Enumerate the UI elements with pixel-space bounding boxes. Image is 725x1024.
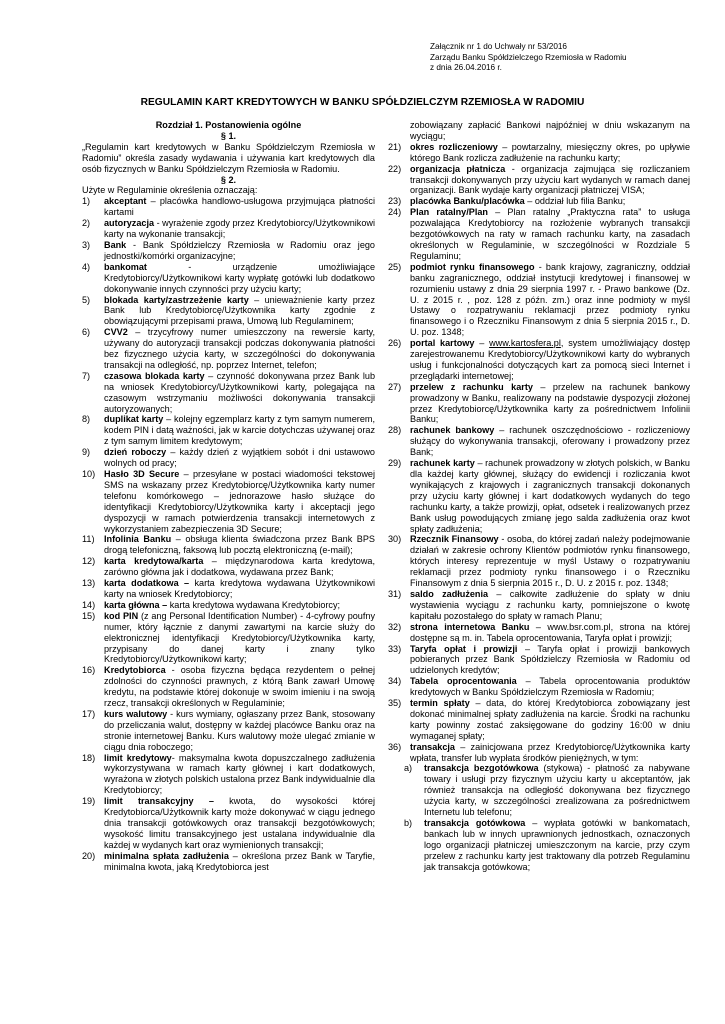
definition-number: 2) xyxy=(82,218,91,229)
definition-item xyxy=(82,218,375,240)
definition-continuation xyxy=(388,120,690,142)
definition-term: rachunek bankowy xyxy=(410,425,495,436)
definition-body: duplikat karty – kolejny egzemplarz karty z tym samym numerem, kodem PIN i datą ważności, jak w karcie dotychczas używanej oraz z tym samym limitem kredytowym; xyxy=(104,414,375,447)
definition-number: 15) xyxy=(82,610,96,621)
definition-number: 8) xyxy=(82,414,91,425)
definition-item xyxy=(388,622,690,644)
definition-item xyxy=(388,207,690,262)
definition-item xyxy=(82,753,375,797)
definition-item xyxy=(388,676,690,698)
document-title: REGULAMIN KART KREDYTOWYCH W BANKU SPÓŁDZIELCZYM RZEMIOSŁA W RADOMIU xyxy=(140,97,585,108)
definition-body: transakcja bezgotówkowa (stykowa) - płatność za nabywane towary i usługi przy fizycznym użyciu karty u akceptantów, jak również transakcja na odległość dokonywana bez fizycznego użycia karty, w szczególności zrealizowana za pośrednictwem Internetu lub telefonu; xyxy=(424,763,690,818)
definition-item xyxy=(388,698,690,742)
definition-item xyxy=(82,262,375,295)
definition-body: saldo zadłużenia – całkowite zadłużenie do spłaty w dniu wystawienia wyciągu z rachunku karty, pomniejszone o kwotę kapitału pozostałego do spłaty w ramach Planu; xyxy=(410,588,690,621)
definition-body: kurs walutowy - kurs wymiany, ogłaszany przez Bank, stosowany do przeliczania walut, dostępny w każdej placówce Banku oraz na stronie internetowej Banku. Kurs walutowy może ulegać zmianie w ciągu dnia roboczego; xyxy=(104,708,375,752)
definition-item xyxy=(82,371,375,415)
attachment-note-line: Załącznik nr 1 do Uchwały nr 53/2016 xyxy=(430,42,567,51)
definition-number: 18) xyxy=(82,752,96,763)
definition-body: karta główna – karta kredytowa wydawana Kredytobiorcy; xyxy=(104,599,341,610)
definition-term: termin spłaty xyxy=(410,698,470,709)
attachment-note-line: Zarządu Banku Spółdzielczego Rzemiosła w Radomiu xyxy=(430,52,627,62)
section-2-intro: Użyte w Regulaminie określenia oznaczają: xyxy=(82,185,258,196)
definition-term: Rzecznik Finansowy xyxy=(410,534,499,545)
definition-number: 29) xyxy=(388,458,402,469)
definition-number: 21) xyxy=(388,141,402,152)
definition-term: Plan ratalny/Plan xyxy=(410,207,488,218)
definition-body: Kredytobiorca - osoba fizyczna będąca rezydentem o pełnej zdolności do czynności prawnych, z którą Bank zawarł Umowę kredytu, na podstawie której dokonuje w swoim imieniu i na swoją rzecz, transakcji określonych w Regulaminie; xyxy=(104,665,375,709)
right-column xyxy=(388,120,690,873)
definition-term: przelew z rachunku karty xyxy=(410,381,533,392)
definition-term: Taryfa opłat i prowizji xyxy=(410,643,518,654)
definition-body: Infolinia Banku – obsługa klienta świadczona przez Bank BPS drogą telefoniczną, faksową lub pocztą elektroniczną (e-mail); xyxy=(104,534,375,556)
definition-term: organizacja płatnicza xyxy=(410,163,506,174)
definition-item xyxy=(82,295,375,328)
definition-number: 3) xyxy=(82,239,91,250)
definition-item xyxy=(388,142,690,164)
definition-item xyxy=(82,469,375,534)
definition-body: Hasło 3D Secure – przesyłane w postaci wiadomości tekstowej SMS na wskazany przez Kredytobiorcę/Użytkownika karty numer telefonu komórkowego – jednorazowe hasło służące do identyfikacji Kredytobiorcy/Użytkownika karty i akceptacji jego dyspozycji w ramach potwierdzenia transakcji internetowych z wykorzystaniem zabezpieczenia 3D Secure; xyxy=(104,469,375,534)
definition-number: 33) xyxy=(388,643,402,654)
definition-item xyxy=(388,338,690,382)
definition-body: Plan ratalny/Plan – Plan ratalny „Praktyczna rata” to usługa pozwalająca Kredytobiorcy na rozłożenie wybranych transakcji bezgotówkowych na raty w ramach rachunku karty, na zasadach określonych w Regulaminie, w szczególności w Rozdziale 5 Regulaminu; xyxy=(410,207,690,261)
definition-list-left xyxy=(82,196,375,872)
chapter-heading: Rozdział 1. Postanowienia ogólne xyxy=(155,120,302,130)
attachment-note xyxy=(430,42,627,74)
definition-body: termin spłaty – data, do której Kredytobiorca zobowiązany jest dokonać minimalnej spłaty zadłużenia na karcie. Środki na rachunku karty powinny zostać zaksięgowane do godziny 16:00 w dniu wymaganej spłaty; xyxy=(410,698,690,741)
definition-number: 19) xyxy=(82,796,96,807)
definition-body: akceptant – placówka handlowo-usługowa przyjmująca płatności kartami xyxy=(104,196,375,218)
definition-number: 5) xyxy=(82,294,91,305)
definition-term: rachunek karty xyxy=(410,458,475,469)
definition-body: strona internetowa Banku – www.bsr.com.pl, strona na której dostępne są m. in. Tabela oprocentowania, Taryfa opłat i prowizji; xyxy=(410,621,691,643)
definition-term: portal kartowy xyxy=(410,338,475,349)
definition-term: kurs walutowy xyxy=(104,708,168,719)
definition-item xyxy=(82,327,375,371)
definition-number: 34) xyxy=(388,676,402,687)
definition-term: okres rozliczeniowy xyxy=(410,141,498,152)
definition-number: 14) xyxy=(82,599,96,610)
definition-number: 25) xyxy=(388,261,402,272)
definition-body: Bank - Bank Spółdzielczy Rzemiosła w Radomiu oraz jego jednostki/komórki organizacyjne; xyxy=(104,239,375,261)
definition-body: transakcja – zainicjowana przez Kredytobiorcę/Użytkownika karty wpłata, transfer lub wypłata środków pieniężnych, w tym: xyxy=(410,741,690,763)
definition-term: limit kredytowy xyxy=(104,752,172,763)
definition-item xyxy=(82,851,375,873)
definition-item xyxy=(388,425,690,458)
definition-term: podmiot rynku finansowego xyxy=(410,261,535,272)
definition-term: saldo zadłużenia xyxy=(410,588,489,599)
portal-link[interactable]: www.kartosfera.pl xyxy=(489,338,561,349)
definition-item xyxy=(82,414,375,447)
definition-body: Rzecznik Finansowy - osoba, do której zadań należy podejmowanie działań w zakresie ochrony Klientów podmiotów rynku finansowego, których interesy reprezentuje w myśl Ustawy o rozpatrywaniu reklamacji przez podmioty rynku finansowego i o Rzeczniku Finansowym z dnia 5 sierpnia 2015 r., D. U. z 2015 r. poz. 1348; xyxy=(410,534,691,589)
definition-item xyxy=(388,742,690,764)
definition-item xyxy=(82,611,375,666)
definition-body: rachunek bankowy – rachunek oszczędnościowo - rozliczeniowy służący do wykonywania transakcji, oferowany i prowadzony przez Bank; xyxy=(410,425,690,458)
definition-term: czasowa blokada karty xyxy=(104,370,205,381)
definition-term: Hasło 3D Secure xyxy=(104,469,180,479)
definition-number: 32) xyxy=(388,621,402,632)
definition-item xyxy=(82,600,375,611)
definition-item xyxy=(404,818,690,873)
definition-body: kod PIN (z ang Personal Identification Number) - 4-cyfrowy poufny numer, który łącznie z danymi zawartymi na karcie służy do elektronicznej identyfikacji Kredytobiorcy/Użytkownika karty, przypisany do danej karty i znany tylko Kredytobiorcy/Użytkownikowi karty; xyxy=(104,610,375,665)
definition-body: autoryzacja - wyrażenie zgody przez Kredytobiorcy/Użytkownikowi karty na wykonanie transakcji; xyxy=(104,218,375,240)
definition-term: Tabela oprocentowania xyxy=(410,676,517,687)
definition-body: bankomat - urządzenie umożliwiające Kredytobiorcy/Użytkownikowi karty wypłatę gotówki lub dodatkowo dokonywanie innych czynności przy użyciu karty; xyxy=(104,261,375,294)
definition-item xyxy=(388,382,690,426)
definition-term: akceptant xyxy=(104,196,147,207)
definition-item xyxy=(388,534,690,589)
definition-number: 28) xyxy=(388,425,402,436)
definition-body: limit transakcyjny – kwota, do wysokości której Kredytobiorca/Użytkownik karty może dokonywać w ciągu jednego dnia transakcji gotówkowych oraz transakcji bezgotówkowych; wysokość limitu transakcyjnego jest ustalana indywidualnie dla każdej w wydanych kart oraz wymienionych transakcji; xyxy=(104,796,375,850)
definition-item xyxy=(82,240,375,262)
definition-item xyxy=(388,164,690,197)
definition-term: minimalna spłata zadłużenia xyxy=(104,850,229,861)
definition-number: 23) xyxy=(388,196,402,207)
definition-body: karta dodatkowa – karta kredytowa wydawana Użytkownikowi karty na wniosek Kredytobiorcy; xyxy=(104,578,375,599)
definition-number: 7) xyxy=(82,370,91,381)
section-1-text: „Regulamin kart kredytowych w Banku Spółdzielczym Rzemiosła w Radomiu” określa zasady wydawania i używania kart kredytowych dla osób fizycznych w Banku Spółdzielczym Rzemiosła w Radomiu. xyxy=(82,141,375,174)
definition-term: dzień roboczy xyxy=(104,447,167,458)
definition-number: a) xyxy=(404,763,413,774)
left-column xyxy=(82,120,375,873)
definition-number: 27) xyxy=(388,381,402,392)
definition-number: b) xyxy=(404,818,413,828)
definition-term: karta główna – xyxy=(104,599,168,610)
definition-term: Bank xyxy=(104,239,127,250)
definition-number: 35) xyxy=(388,698,402,709)
definition-body: karta kredytowa/karta – międzynarodowa karta kredytowa, zarówno główna jak i dodatkowa, wydawana przez Bank; xyxy=(104,556,375,578)
definition-item xyxy=(388,458,690,534)
definition-term: duplikat karty xyxy=(104,414,164,425)
definition-item xyxy=(82,447,375,469)
definition-term: Kredytobiorca xyxy=(104,665,166,676)
definition-number: 4) xyxy=(82,261,91,272)
definition-body: blokada karty/zastrzeżenie karty – unieważnienie karty przez Bank lub Kredytobiorcę/Użytkownika karty zgodnie z obowiązującymi przepisami prawa, Umową lub Regulaminem; xyxy=(104,294,375,327)
continuation-text: zobowiązany zapłacić Bankowi najpóźniej w dniu wskazanym na wyciągu; xyxy=(410,120,690,141)
definition-number: 11) xyxy=(82,534,95,545)
definition-number: 36) xyxy=(388,741,402,752)
definition-item xyxy=(82,196,375,218)
definition-term: limit transakcyjny – xyxy=(104,796,214,807)
definition-term: transakcja gotówkowa xyxy=(424,818,526,828)
definition-body: portal kartowy – www.kartosfera.pl, system umożliwiający dostęp zarejestrowanemu Kredytobiorcy/Użytkownikowi karty do wybranych usług i funkcjonalności dotyczących kart za pomocą sieci Internet i przeglądarki internetowej; xyxy=(410,338,690,381)
definition-item xyxy=(82,556,375,578)
definition-number: 31) xyxy=(388,588,402,599)
definition-number: 22) xyxy=(388,163,402,174)
definition-body: czasowa blokada karty – czynność dokonywana przez Bank lub na wniosek Kredytobiorcy/Użytkownikowi karty, polegająca na czasowym wstrzymaniu możliwości dokonywania transakcji autoryzowanych; xyxy=(104,370,376,414)
definition-number: 12) xyxy=(82,556,96,567)
definition-term: Infolinia Banku xyxy=(104,534,172,545)
definition-number: 24) xyxy=(388,207,402,218)
definition-body: dzień roboczy – każdy dzień z wyjątkiem sobót i dni ustawowo wolnych od pracy; xyxy=(104,447,375,469)
definition-term: karta kredytowa/karta xyxy=(104,556,204,567)
definition-term: placówka Banku/placówka xyxy=(410,196,525,207)
definition-term: karta dodatkowa – xyxy=(104,578,190,589)
definition-number: 1) xyxy=(82,196,91,207)
definition-number: 13) xyxy=(82,578,96,589)
definition-term: bankomat xyxy=(104,261,147,272)
definition-item xyxy=(82,534,375,556)
definition-body: rachunek karty – rachunek prowadzony w złotych polskich, w Banku dla każdej karty głównej, służący do ewidencji i rozliczania kwot wynikających z krajowych i zagranicznych transakcji dokonanych przy użyciu karty głównej i kart dodatkowych wydanych do tego rachunku karty, a także prowizji, opłat, odsetek i realizowanych przez Bank usług powodujących zmianę jego salda zadłużenia oraz kwot spłaty zadłużenia; xyxy=(410,458,690,534)
definition-body: placówka Banku/placówka – oddział lub filia Banku; xyxy=(410,196,626,207)
definition-term: transakcja xyxy=(410,741,455,752)
definition-body: CVV2 – trzycyfrowy numer umieszczony na rewersie karty, używany do autoryzacji transakcji podczas dokonywania płatności bez fizycznego użycia karty, w szczególności do dokonywania transakcji na odległość, np. poprzez Internet, telefon; xyxy=(104,327,375,370)
definition-item xyxy=(82,796,375,851)
definition-body: przelew z rachunku karty – przelew na rachunek bankowy prowadzony w Banku, realizowany na podstawie dyspozycji złożonej przez Kredytobiorcę/Użytkownika karty za pośrednictwem Infolinii Banku; xyxy=(410,381,690,425)
definition-item xyxy=(404,763,690,818)
definition-number: 9) xyxy=(82,447,91,458)
definition-item xyxy=(388,589,690,622)
definition-number: 20) xyxy=(82,850,96,861)
attachment-note-line: z dnia 26.04.2016 r. xyxy=(430,63,502,72)
definition-term: strona internetowa Banku xyxy=(410,621,530,632)
definition-number: 30) xyxy=(388,534,402,545)
definition-body: transakcja gotówkowa – wypłata gotówki w bankomatach, bankach lub w innych uprawnionych jednostkach, oznaczonych logo organizacji płatniczej umieszczonym na karcie, przy czym przelew z rachunku karty jest traktowany dla potrzeb Regulaminu jak transakcja gotówkowa; xyxy=(424,818,690,872)
definition-term: blokada karty/zastrzeżenie karty xyxy=(104,294,249,305)
definition-body: Taryfa opłat i prowizji – Taryfa opłat i prowizji bankowych pobieranych przez Bank Spółdzielczy Rzemiosła w Radomiu od udzielonych kredytów; xyxy=(410,643,690,676)
definition-body: podmiot rynku finansowego - bank krajowy, zagraniczny, oddział banku zagranicznego, oddział instytucji kredytowej i finansowej w rozumieniu ustawy z dnia 29 sierpnia 1997 r. - Prawo bankowe (Dz. U. z 2015 r. , poz. 128 z późn. zm.) oraz inne podmioty w myśl Ustawy o rozpatrywaniu reklamacji przez podmioty rynku finansowego i o Rzeczniku Finansowym z dnia 5 sierpnia 2015 r., D. U. poz. 1348; xyxy=(410,261,690,338)
section-1-label: § 1. xyxy=(220,130,237,141)
definition-number: 17) xyxy=(82,708,96,719)
definition-item xyxy=(82,578,375,600)
definition-number: 10) xyxy=(82,469,96,479)
definition-item xyxy=(82,665,375,709)
definition-item xyxy=(388,644,690,677)
definition-number: 26) xyxy=(388,338,402,349)
definition-item xyxy=(388,196,690,207)
definition-body: okres rozliczeniowy – powtarzalny, miesięczny okres, po upływie którego Bank rozlicza zadłużenie na rachunku karty; xyxy=(410,141,690,163)
section-2-label: § 2. xyxy=(220,174,237,185)
definition-number: 6) xyxy=(82,327,91,338)
definition-body: organizacja płatnicza - organizacja zajmująca się rozliczaniem transakcji dokonywanych przy użyciu kart wydanych w ramach danej organizacji. Bank wydaje karty organizacji płatniczej VISA; xyxy=(410,163,690,196)
definition-body: limit kredytowy- maksymalna kwota dopuszczalnego zadłużenia wykorzystywana w ramach karty głównej i kart dodatkowych, wyrażona w złotych polskich ustalona przez Bank indywidualnie dla Kredytobiorcy; xyxy=(104,752,375,796)
definition-term: autoryzacja xyxy=(104,218,155,229)
definition-body: minimalna spłata zadłużenia – określona przez Bank w Taryfie, minimalna kwota, jaką Kredytobiorca jest xyxy=(104,850,375,872)
definition-body: Tabela oprocentowania – Tabela oprocentowania produktów kredytowych w Banku Spółdzielczym Rzemiosła w Radomiu; xyxy=(410,676,690,698)
definition-term: kod PIN xyxy=(104,610,139,621)
definition-term: CVV2 xyxy=(104,327,128,338)
definition-term: transakcja bezgotówkowa xyxy=(424,763,539,774)
transaction-sub-list xyxy=(388,763,690,872)
definition-list-right xyxy=(388,142,690,764)
definition-number: 16) xyxy=(82,665,96,676)
definition-item xyxy=(388,262,690,338)
definition-item xyxy=(82,709,375,753)
